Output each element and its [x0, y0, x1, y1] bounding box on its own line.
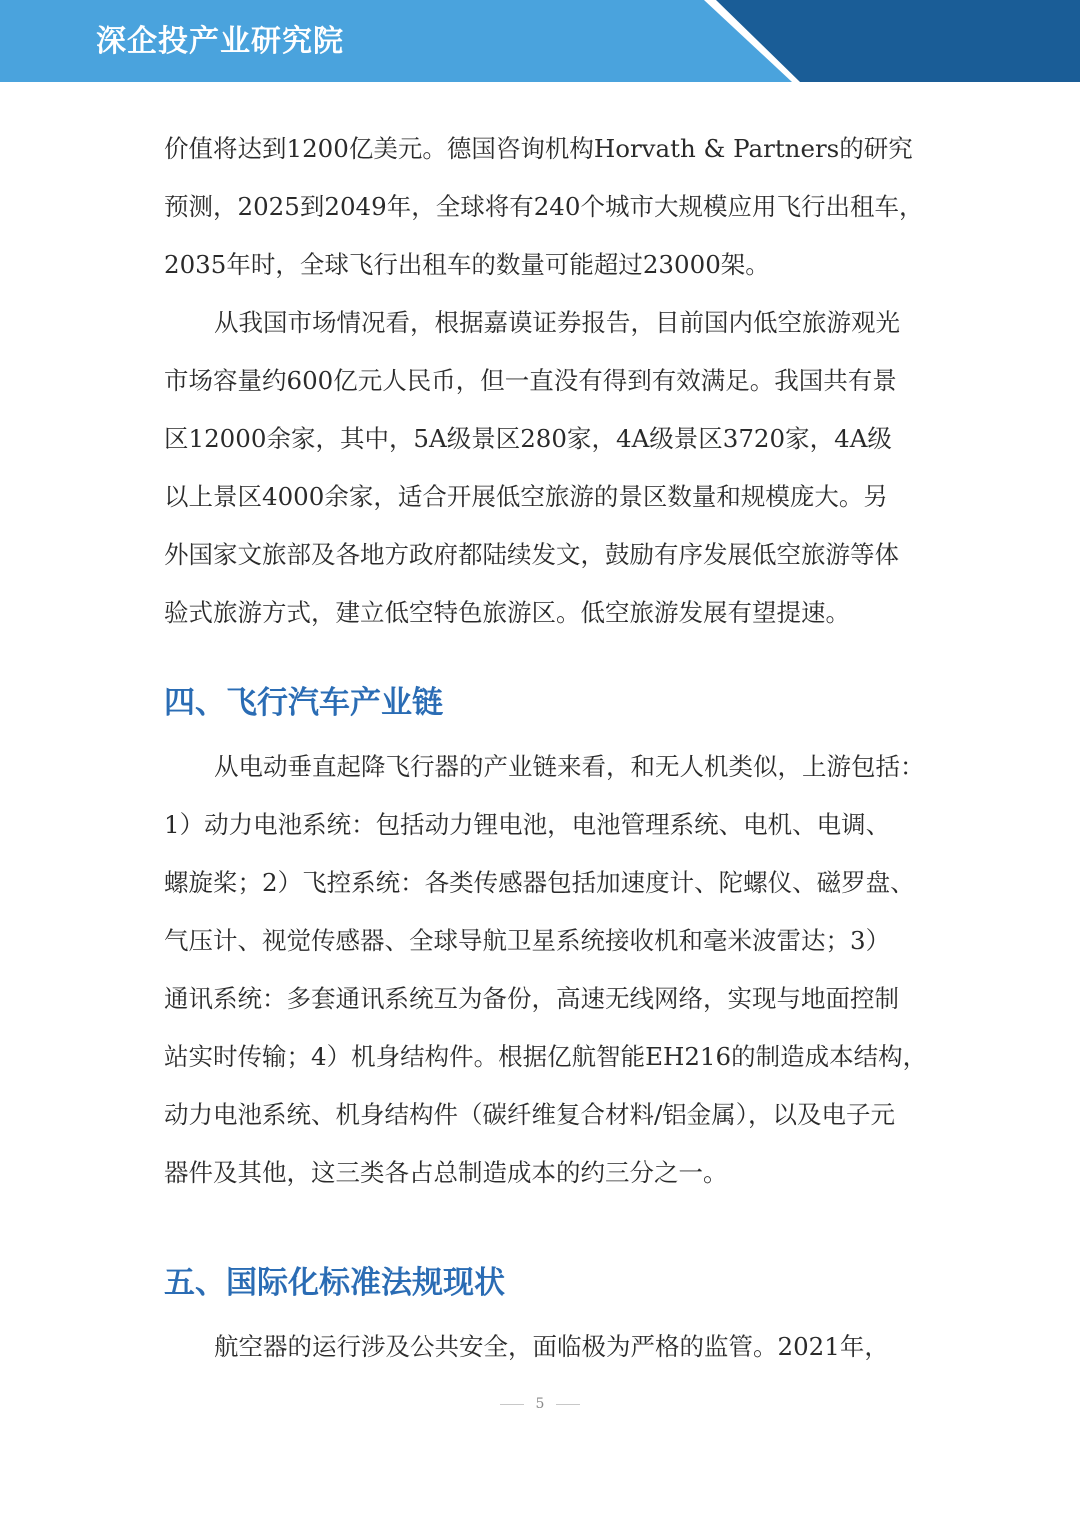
text-line: 预测，2025到2049年，全球将有240个城市大规模应用飞行出租车，	[164, 192, 924, 221]
footer-dash-right	[556, 1404, 580, 1405]
text-line: 器件及其他，这三类各占总制造成本的约三分之一。	[164, 1158, 728, 1187]
text-line: 通讯系统：多套通讯系统互为备份，高速无线网络，实现与地面控制	[164, 984, 899, 1013]
text-line: 以上景区4000余家，适合开展低空旅游的景区数量和规模庞大。另	[164, 482, 888, 511]
text-line: 站实时传输；4）机身结构件。根据亿航智能EH216的制造成本结构，	[164, 1042, 928, 1071]
section-heading-industry-chain: 四、飞行汽车产业链	[164, 685, 443, 721]
text-line: 气压计、视觉传感器、全球导航卫星系统接收机和毫米波雷达；3）	[164, 926, 891, 955]
paragraph-regulation	[164, 1324, 924, 1382]
paragraph-industry-chain	[164, 744, 928, 1208]
paragraph-domestic-market	[164, 300, 924, 648]
paragraph-market-forecast	[164, 126, 924, 300]
page-footer	[0, 1396, 1080, 1412]
institute-title: 深企投产业研究院	[96, 24, 344, 59]
text-line: 2035年时，全球飞行出租车的数量可能超过23000架。	[164, 250, 770, 279]
text-line: 从我国市场情况看，根据嘉谟证券报告，目前国内低空旅游观光	[214, 308, 900, 337]
text-line: 市场容量约600亿元人民币，但一直没有得到有效满足。我国共有景	[164, 366, 897, 395]
document-body	[164, 126, 928, 1382]
text-line: 从电动垂直起降飞行器的产业链来看，和无人机类似，上游包括：	[214, 752, 925, 781]
text-line: 螺旋桨；2）飞控系统：各类传感器包括加速度计、陀螺仪、磁罗盘、	[164, 868, 915, 897]
text-line: 外国家文旅部及各地方政府都陆续发文，鼓励有序发展低空旅游等体	[164, 540, 899, 569]
text-line: 动力电池系统、机身结构件（碳纤维复合材料/铝金属），以及电子元	[164, 1100, 896, 1129]
page-number: 5	[535, 1396, 545, 1412]
footer-dash-left	[500, 1404, 524, 1405]
text-line: 1）动力电池系统：包括动力锂电池，电池管理系统、电机、电调、	[164, 810, 891, 839]
section-heading-international-standards: 五、国际化标准法规现状	[164, 1265, 505, 1301]
text-line: 验式旅游方式，建立低空特色旅游区。低空旅游发展有望提速。	[164, 598, 850, 627]
text-line: 区12000余家，其中，5A级景区280家，4A级景区3720家，4A级	[164, 424, 892, 453]
text-line: 航空器的运行涉及公共安全，面临极为严格的监管。2021年，	[214, 1332, 889, 1361]
text-line: 价值将达到1200亿美元。德国咨询机构Horvath & Partners的研究	[164, 134, 913, 163]
